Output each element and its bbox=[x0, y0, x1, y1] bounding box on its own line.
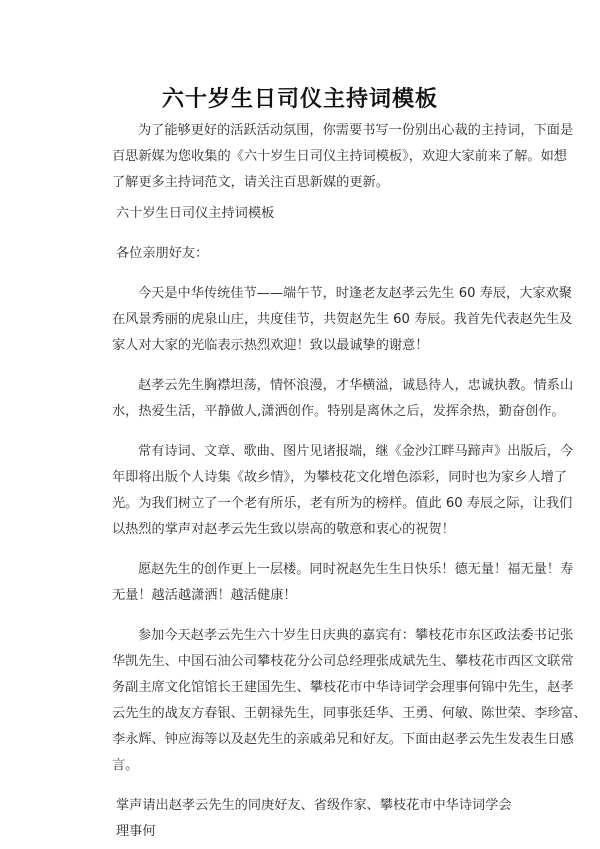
paragraph bbox=[112, 439, 574, 543]
paragraph bbox=[112, 557, 574, 609]
text-line: 李永辉、钟应海等以及赵先生的亲戚弟兄和好友。下面由赵孝云先生发表生日感 bbox=[112, 732, 574, 747]
text-line: 常有诗词、文章、歌曲、图片见诸报端，继《金沙江畔马蹄声》出版后，今 bbox=[138, 444, 574, 459]
paragraph bbox=[112, 201, 512, 227]
text-line: 无量！越活越潇洒！越活健康！ bbox=[112, 588, 297, 603]
text-line: 为了能够更好的活跃活动氛围，你需要书写一份别出心裁的主持词，下面是 bbox=[138, 123, 574, 138]
text-line: 家人对大家的光临表示热烈欢迎！致以最诚挚的谢意！ bbox=[112, 338, 429, 353]
document-title: 六十岁生日司仪主持词模板 bbox=[161, 87, 438, 112]
text-line: 赵孝云先生胸襟坦荡，情怀浪漫，才华横溢，诚恳待人，忠诚执教。情系山 bbox=[138, 378, 574, 393]
text-line: 愿赵先生的创作更上一层楼。同时祝赵先生生日快乐！德无量！福无量！寿 bbox=[138, 562, 574, 577]
text-line: 年即将出版个人诗集《故乡情》，为攀枝花文化增色添彩，同时也为家乡人增了 bbox=[112, 470, 567, 485]
text-line: 华凯先生、中国石油公司攀枝花分公司总经理张成斌先生、攀枝花市西区文联常 bbox=[112, 654, 574, 669]
paragraph bbox=[112, 793, 512, 839]
text-line: 水，热爱生活，平静做人,潇洒创作。特别是离休之后，发挥余热，勤奋创作。 bbox=[112, 404, 565, 419]
paragraph bbox=[112, 623, 587, 779]
text-line: 掌声请出赵孝云先生的同庚好友、省级作家、攀枝花市中华诗词学会理事何 bbox=[116, 798, 512, 839]
text-line: 百思新媒为您收集的《六十岁生日司仪主持词模板》，欢迎大家前来了解。如想 bbox=[112, 149, 567, 164]
text-line: 了解更多主持词范文，请关注百思新媒的更新。 bbox=[112, 175, 389, 190]
text-line: 参加今天赵孝云先生六十岁生日庆典的嘉宾有：攀枝花市东区政法委书记张 bbox=[138, 628, 574, 643]
paragraph bbox=[112, 241, 512, 267]
paragraph bbox=[112, 118, 574, 196]
text-line: 光。为我们树立了一个老有所乐，老有所为的榜样。值此 60 寿辰之际，让我们 bbox=[112, 496, 573, 511]
text-line: 务副主席文化馆馆长王建国先生、攀枝花市中华诗词学会理事何锦中先生，赵孝 bbox=[112, 680, 574, 695]
text-line: 各位亲朋好友： bbox=[116, 246, 209, 261]
document-body bbox=[112, 118, 587, 839]
text-line: 在风景秀丽的虎泉山庄，共度佳节，共贺赵先生 60 寿辰。我首先代表赵先生及 bbox=[112, 312, 573, 327]
text-line: 言。 bbox=[112, 758, 139, 773]
text-line: 云先生的战友方春银、王朝禄先生，同事张廷华、王勇、何敏、陈世荣、李珍富、 bbox=[112, 706, 587, 721]
text-line: 今天是中华传统佳节——端午节，时逢老友赵孝云先生 60 寿辰，大家欢聚 bbox=[138, 286, 572, 301]
text-line: 以热烈的掌声对赵孝云先生致以崇高的敬意和衷心的祝贺！ bbox=[112, 522, 455, 537]
text-line: 六十岁生日司仪主持词模板 bbox=[116, 206, 275, 221]
paragraph bbox=[112, 373, 574, 425]
paragraph bbox=[112, 281, 573, 359]
